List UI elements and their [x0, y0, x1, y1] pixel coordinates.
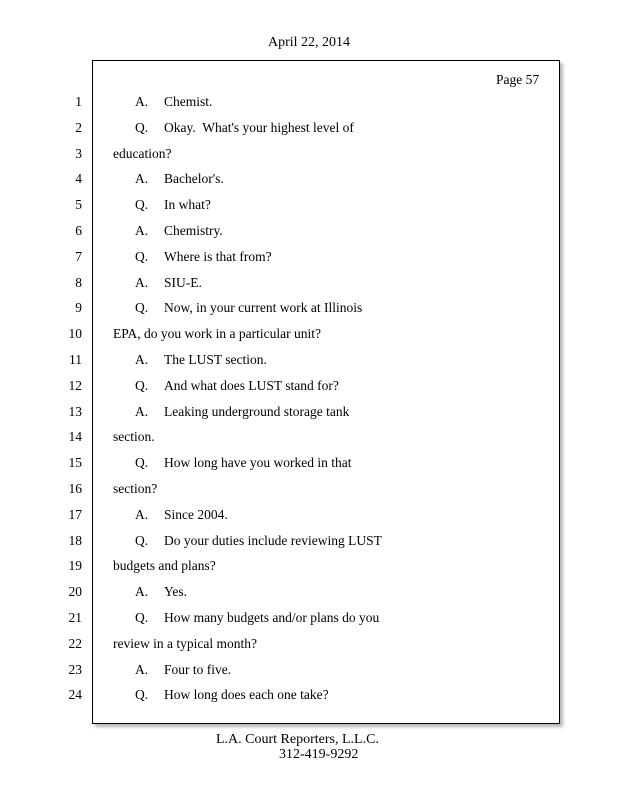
transcript-line [113, 556, 543, 582]
speaker-label: Q. [135, 532, 149, 548]
speaker-label: Q. [135, 197, 149, 213]
line-text: In what? [164, 197, 211, 213]
line-text: education? [113, 145, 172, 161]
line-number: 6 [75, 222, 82, 238]
transcript-line [113, 118, 543, 144]
footer-phone: 312-419-9292 [279, 747, 359, 762]
speaker-label: A. [135, 351, 149, 367]
speaker-label: Q. [135, 248, 149, 264]
line-number: 15 [68, 455, 82, 471]
line-text: Chemist. [164, 94, 213, 109]
transcript-line [113, 144, 543, 170]
line-number: 22 [68, 635, 82, 651]
line-text: Leaking underground storage tank [164, 403, 350, 419]
line-text: The LUST section. [164, 351, 267, 367]
speaker-label: Q. [135, 300, 149, 316]
transcript-line [113, 402, 543, 428]
transcript-line [113, 531, 543, 557]
speaker-label: A. [135, 661, 149, 677]
line-number: 13 [68, 403, 82, 419]
line-number: 21 [68, 609, 82, 625]
line-number-column [0, 92, 82, 711]
header-date: April 22, 2014 [267, 35, 351, 50]
transcript-line [113, 453, 543, 479]
line-number: 2 [75, 119, 82, 135]
page-number: Page 57 [496, 72, 540, 87]
speaker-label: Q. [135, 119, 149, 135]
line-text: budgets and plans? [113, 558, 216, 574]
transcript-line [113, 634, 543, 660]
transcript-line [113, 221, 543, 247]
line-text: Since 2004. [164, 506, 228, 522]
transcript-line [113, 169, 543, 195]
line-number: 23 [68, 661, 82, 677]
transcript-line [113, 273, 543, 299]
speaker-label: A. [135, 94, 149, 109]
transcript-line [113, 660, 543, 686]
line-number: 1 [75, 94, 82, 109]
line-text: Where is that from? [164, 248, 272, 264]
line-number: 5 [75, 197, 82, 213]
transcript-line [113, 608, 543, 634]
speaker-label: A. [135, 403, 149, 419]
line-text: review in a typical month? [113, 635, 257, 651]
transcript-line [113, 427, 543, 453]
line-number: 8 [75, 274, 82, 290]
line-number: 14 [68, 429, 82, 445]
line-text: How long does each one take? [164, 687, 329, 703]
line-number: 17 [68, 506, 82, 522]
line-text: SIU-E. [164, 274, 202, 290]
transcript-line [113, 195, 543, 221]
line-number: 11 [69, 351, 82, 367]
line-text: Four to five. [164, 661, 232, 677]
line-text: Okay. What's your highest level of [164, 119, 354, 135]
line-text: EPA, do you work in a particular unit? [113, 326, 321, 342]
line-number: 3 [75, 145, 82, 161]
transcript-body [113, 92, 543, 711]
line-number: 19 [68, 558, 82, 574]
speaker-label: A. [135, 222, 149, 238]
transcript-line [113, 582, 543, 608]
footer-firm-name: L.A. Court Reporters, L.L.C. [216, 732, 379, 747]
transcript-line [113, 247, 543, 273]
speaker-label: Q. [135, 609, 149, 625]
line-text: How many budgets and/or plans do you [164, 609, 380, 625]
transcript-line [113, 324, 543, 350]
speaker-label: A. [135, 171, 149, 187]
line-text: Yes. [164, 584, 188, 600]
transcript-line [113, 92, 543, 118]
transcript-line [113, 350, 543, 376]
line-text: section. [113, 429, 155, 445]
line-number: 9 [75, 300, 82, 316]
transcript-line [113, 685, 543, 711]
line-number: 24 [68, 687, 82, 703]
speaker-label: A. [135, 584, 149, 600]
line-number: 12 [68, 377, 82, 393]
line-text: How long have you worked in that [164, 455, 352, 471]
speaker-label: Q. [135, 455, 149, 471]
line-text: section? [113, 480, 158, 496]
line-number: 4 [75, 171, 82, 187]
line-text: Do your duties include reviewing LUST [164, 532, 382, 548]
speaker-label: A. [135, 274, 149, 290]
transcript-line [113, 298, 543, 324]
line-number: 7 [75, 248, 82, 264]
speaker-label: A. [135, 506, 149, 522]
line-number: 10 [68, 326, 82, 342]
transcript-line [113, 479, 543, 505]
speaker-label: Q. [135, 377, 149, 393]
transcript-line [113, 505, 543, 531]
transcript-line [113, 376, 543, 402]
line-text: Now, in your current work at Illinois [164, 300, 363, 316]
line-number: 20 [68, 584, 82, 600]
speaker-label: Q. [135, 687, 149, 703]
line-text: And what does LUST stand for? [164, 377, 339, 393]
line-number: 18 [68, 532, 82, 548]
line-number: 16 [68, 480, 82, 496]
line-text: Chemistry. [164, 222, 223, 238]
line-text: Bachelor's. [164, 171, 224, 187]
